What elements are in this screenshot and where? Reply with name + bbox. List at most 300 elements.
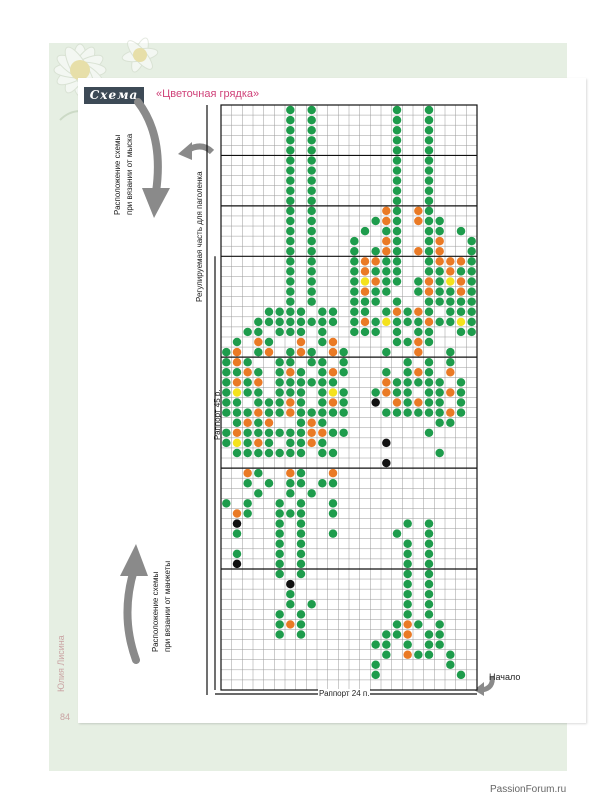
green-stitch [297, 328, 305, 336]
orange-stitch [414, 338, 422, 346]
orange-stitch [393, 308, 401, 316]
green-stitch [297, 429, 305, 437]
orange-stitch [414, 348, 422, 356]
green-stitch [446, 661, 454, 669]
green-stitch [286, 449, 294, 457]
green-stitch [467, 318, 475, 326]
orange-stitch [403, 620, 411, 628]
green-stitch [297, 418, 305, 426]
green-stitch [425, 368, 433, 376]
green-stitch [233, 338, 241, 346]
green-stitch [329, 509, 337, 517]
green-stitch [425, 116, 433, 124]
green-stitch [297, 509, 305, 517]
green-stitch [222, 388, 230, 396]
green-stitch [371, 217, 379, 225]
green-stitch [307, 378, 315, 386]
green-stitch [286, 186, 294, 194]
orange-stitch [446, 257, 454, 265]
green-stitch [393, 146, 401, 154]
green-stitch [254, 318, 262, 326]
yellow-stitch [446, 277, 454, 285]
green-stitch [307, 197, 315, 205]
green-stitch [297, 318, 305, 326]
green-stitch [307, 297, 315, 305]
green-stitch [329, 449, 337, 457]
green-stitch [265, 318, 273, 326]
green-stitch [265, 479, 273, 487]
orange-stitch [318, 429, 326, 437]
orange-stitch [414, 247, 422, 255]
green-stitch [243, 408, 251, 416]
orange-stitch [329, 469, 337, 477]
orange-stitch [254, 378, 262, 386]
green-stitch [297, 368, 305, 376]
orange-stitch [243, 418, 251, 426]
green-stitch [297, 408, 305, 416]
green-stitch [425, 328, 433, 336]
green-stitch [435, 267, 443, 275]
yellow-stitch [233, 439, 241, 447]
black-stitch [382, 439, 390, 447]
green-stitch [318, 408, 326, 416]
green-stitch [457, 267, 465, 275]
green-stitch [467, 328, 475, 336]
orange-stitch [382, 237, 390, 245]
green-stitch [297, 439, 305, 447]
orange-stitch [329, 338, 337, 346]
green-stitch [393, 620, 401, 628]
green-stitch [371, 297, 379, 305]
orange-stitch [286, 408, 294, 416]
green-stitch [393, 630, 401, 638]
green-stitch [222, 398, 230, 406]
green-stitch [297, 479, 305, 487]
green-stitch [403, 640, 411, 648]
green-stitch [425, 610, 433, 618]
green-stitch [425, 519, 433, 527]
green-stitch [275, 328, 283, 336]
green-stitch [382, 257, 390, 265]
green-stitch [318, 449, 326, 457]
green-stitch [286, 176, 294, 184]
yellow-stitch [361, 277, 369, 285]
green-stitch [393, 378, 401, 386]
green-stitch [371, 267, 379, 275]
green-stitch [318, 318, 326, 326]
green-stitch [435, 378, 443, 386]
green-stitch [435, 398, 443, 406]
green-stitch [243, 449, 251, 457]
orange-stitch [265, 418, 273, 426]
green-stitch [393, 106, 401, 114]
green-stitch [393, 247, 401, 255]
green-stitch [243, 429, 251, 437]
author-name: Юлия Лисина [56, 635, 66, 692]
green-stitch [329, 318, 337, 326]
green-stitch [329, 499, 337, 507]
green-stitch [233, 408, 241, 416]
green-stitch [297, 610, 305, 618]
green-stitch [318, 328, 326, 336]
green-stitch [307, 600, 315, 608]
green-stitch [457, 378, 465, 386]
green-stitch [435, 287, 443, 295]
orange-stitch [233, 358, 241, 366]
green-stitch [307, 186, 315, 194]
green-stitch [265, 398, 273, 406]
green-stitch [382, 227, 390, 235]
green-stitch [265, 429, 273, 437]
green-stitch [435, 217, 443, 225]
orange-stitch [286, 398, 294, 406]
green-stitch [286, 227, 294, 235]
green-stitch [286, 358, 294, 366]
green-stitch [286, 297, 294, 305]
green-stitch [393, 116, 401, 124]
orange-stitch [435, 247, 443, 255]
green-stitch [393, 297, 401, 305]
green-stitch [457, 297, 465, 305]
green-stitch [403, 338, 411, 346]
green-stitch [425, 378, 433, 386]
green-stitch [403, 358, 411, 366]
green-stitch [425, 640, 433, 648]
green-stitch [286, 308, 294, 316]
green-stitch [286, 348, 294, 356]
green-stitch [425, 630, 433, 638]
repeat-stitches-label: Раппорт 24 п. [319, 689, 370, 698]
green-stitch [297, 550, 305, 558]
green-stitch [318, 388, 326, 396]
black-stitch [371, 398, 379, 406]
black-stitch [382, 459, 390, 467]
green-stitch [318, 358, 326, 366]
green-stitch [254, 489, 262, 497]
orange-stitch [414, 217, 422, 225]
green-stitch [393, 328, 401, 336]
green-stitch [414, 408, 422, 416]
green-stitch [350, 297, 358, 305]
orange-stitch [393, 398, 401, 406]
green-stitch [243, 358, 251, 366]
orange-stitch [457, 277, 465, 285]
green-stitch [275, 378, 283, 386]
green-stitch [243, 378, 251, 386]
green-stitch [307, 247, 315, 255]
green-stitch [393, 338, 401, 346]
green-stitch [339, 398, 347, 406]
green-stitch [446, 287, 454, 295]
green-stitch [467, 308, 475, 316]
green-stitch [286, 257, 294, 265]
green-stitch [435, 418, 443, 426]
green-stitch [233, 529, 241, 537]
green-stitch [307, 136, 315, 144]
green-stitch [233, 418, 241, 426]
green-stitch [403, 368, 411, 376]
green-stitch [425, 106, 433, 114]
green-stitch [425, 650, 433, 658]
green-stitch [425, 308, 433, 316]
green-stitch [403, 308, 411, 316]
green-stitch [425, 257, 433, 265]
green-stitch [275, 610, 283, 618]
green-stitch [318, 308, 326, 316]
green-stitch [307, 348, 315, 356]
green-stitch [275, 429, 283, 437]
green-stitch [393, 166, 401, 174]
green-stitch [425, 197, 433, 205]
green-stitch [222, 368, 230, 376]
green-stitch [361, 328, 369, 336]
green-stitch [297, 449, 305, 457]
cuff-position-label-line2: при вязании от манжеты [163, 560, 172, 652]
orange-stitch [329, 348, 337, 356]
green-stitch [286, 590, 294, 598]
orange-stitch [361, 287, 369, 295]
green-stitch [371, 671, 379, 679]
green-stitch [435, 297, 443, 305]
green-stitch [297, 388, 305, 396]
green-stitch [435, 640, 443, 648]
orange-stitch [414, 398, 422, 406]
green-stitch [403, 388, 411, 396]
green-stitch [233, 550, 241, 558]
green-stitch [414, 328, 422, 336]
green-stitch [254, 328, 262, 336]
green-stitch [275, 550, 283, 558]
heel-part-label: Регулируемая часть для паголенка [195, 171, 204, 302]
green-stitch [425, 156, 433, 164]
green-stitch [403, 610, 411, 618]
orange-stitch [425, 318, 433, 326]
green-stitch [435, 388, 443, 396]
green-stitch [286, 600, 294, 608]
green-stitch [371, 640, 379, 648]
green-stitch [393, 257, 401, 265]
green-stitch [297, 570, 305, 578]
green-stitch [393, 388, 401, 396]
orange-stitch [382, 247, 390, 255]
green-stitch [275, 358, 283, 366]
green-stitch [350, 247, 358, 255]
green-stitch [393, 227, 401, 235]
green-stitch [243, 388, 251, 396]
orange-stitch [329, 368, 337, 376]
orange-stitch [435, 237, 443, 245]
black-stitch [233, 560, 241, 568]
green-stitch [318, 479, 326, 487]
green-stitch [307, 207, 315, 215]
green-stitch [318, 378, 326, 386]
green-stitch [307, 166, 315, 174]
green-stitch [297, 630, 305, 638]
green-stitch [382, 640, 390, 648]
green-stitch [425, 247, 433, 255]
green-stitch [286, 217, 294, 225]
green-stitch [329, 479, 337, 487]
green-stitch [425, 186, 433, 194]
green-stitch [425, 540, 433, 548]
green-stitch [403, 560, 411, 568]
green-stitch [393, 176, 401, 184]
green-stitch [350, 237, 358, 245]
green-stitch [371, 661, 379, 669]
orange-stitch [446, 408, 454, 416]
green-stitch [297, 519, 305, 527]
green-stitch [339, 429, 347, 437]
green-stitch [329, 308, 337, 316]
green-stitch [307, 257, 315, 265]
green-stitch [403, 318, 411, 326]
orange-stitch [361, 257, 369, 265]
green-stitch [286, 287, 294, 295]
green-stitch [275, 570, 283, 578]
green-stitch [222, 499, 230, 507]
green-stitch [307, 237, 315, 245]
green-stitch [382, 287, 390, 295]
green-stitch [425, 580, 433, 588]
green-stitch [339, 348, 347, 356]
green-stitch [275, 540, 283, 548]
green-stitch [297, 398, 305, 406]
orange-stitch [297, 338, 305, 346]
green-stitch [286, 126, 294, 134]
green-stitch [425, 227, 433, 235]
black-stitch [286, 580, 294, 588]
green-stitch [222, 358, 230, 366]
orange-stitch [414, 368, 422, 376]
green-stitch [425, 600, 433, 608]
green-stitch [403, 570, 411, 578]
green-stitch [307, 277, 315, 285]
green-stitch [222, 439, 230, 447]
orange-stitch [286, 469, 294, 477]
green-stitch [318, 398, 326, 406]
green-stitch [307, 408, 315, 416]
green-stitch [435, 408, 443, 416]
green-stitch [265, 439, 273, 447]
green-stitch [275, 318, 283, 326]
green-stitch [393, 267, 401, 275]
orange-stitch [457, 287, 465, 295]
green-stitch [393, 156, 401, 164]
green-stitch [446, 297, 454, 305]
green-stitch [275, 620, 283, 628]
green-stitch [457, 388, 465, 396]
orange-stitch [382, 378, 390, 386]
green-stitch [425, 146, 433, 154]
green-stitch [435, 227, 443, 235]
green-stitch [425, 388, 433, 396]
green-stitch [414, 287, 422, 295]
green-stitch [403, 378, 411, 386]
green-stitch [425, 550, 433, 558]
repeat-rows-label: Раппорт 45 р. [213, 389, 222, 440]
green-stitch [329, 429, 337, 437]
green-stitch [350, 287, 358, 295]
green-stitch [243, 499, 251, 507]
green-stitch [297, 499, 305, 507]
orange-stitch [361, 267, 369, 275]
orange-stitch [382, 217, 390, 225]
green-stitch [446, 650, 454, 658]
green-stitch [275, 398, 283, 406]
green-stitch [222, 429, 230, 437]
green-stitch [254, 398, 262, 406]
green-stitch [371, 318, 379, 326]
orange-stitch [382, 388, 390, 396]
scheme-title: «Цветочная грядка» [156, 88, 260, 100]
green-stitch [425, 570, 433, 578]
orange-stitch [403, 650, 411, 658]
orange-stitch [457, 257, 465, 265]
green-stitch [307, 217, 315, 225]
toe-position-label-line2: при вязании от мыска [125, 133, 134, 215]
green-stitch [339, 368, 347, 376]
green-stitch [403, 600, 411, 608]
page-number: 84 [60, 712, 71, 722]
green-stitch [446, 358, 454, 366]
green-stitch [414, 650, 422, 658]
green-stitch [318, 338, 326, 346]
green-stitch [233, 368, 241, 376]
green-stitch [393, 237, 401, 245]
yellow-stitch [329, 388, 337, 396]
green-stitch [339, 388, 347, 396]
green-stitch [414, 318, 422, 326]
green-stitch [393, 207, 401, 215]
green-stitch [425, 237, 433, 245]
green-stitch [275, 509, 283, 517]
orange-stitch [382, 207, 390, 215]
green-stitch [286, 439, 294, 447]
green-stitch [286, 237, 294, 245]
scheme-label: Схема 1 [84, 87, 144, 104]
green-stitch [286, 489, 294, 497]
green-stitch [275, 368, 283, 376]
green-stitch [307, 116, 315, 124]
green-stitch [425, 207, 433, 215]
green-stitch [393, 126, 401, 134]
green-stitch [350, 328, 358, 336]
green-stitch [286, 378, 294, 386]
green-stitch [361, 308, 369, 316]
green-stitch [286, 318, 294, 326]
green-stitch [457, 308, 465, 316]
green-stitch [425, 529, 433, 537]
green-stitch [435, 277, 443, 285]
green-stitch [393, 217, 401, 225]
green-stitch [265, 449, 273, 457]
green-stitch [286, 146, 294, 154]
green-stitch [425, 408, 433, 416]
orange-stitch [265, 348, 273, 356]
green-stitch [286, 328, 294, 336]
green-stitch [393, 318, 401, 326]
green-stitch [457, 328, 465, 336]
green-stitch [425, 429, 433, 437]
orange-stitch [233, 378, 241, 386]
green-stitch [457, 408, 465, 416]
orange-stitch [425, 287, 433, 295]
green-stitch [286, 116, 294, 124]
green-stitch [446, 308, 454, 316]
orange-stitch [425, 277, 433, 285]
green-stitch [425, 297, 433, 305]
green-stitch [307, 106, 315, 114]
